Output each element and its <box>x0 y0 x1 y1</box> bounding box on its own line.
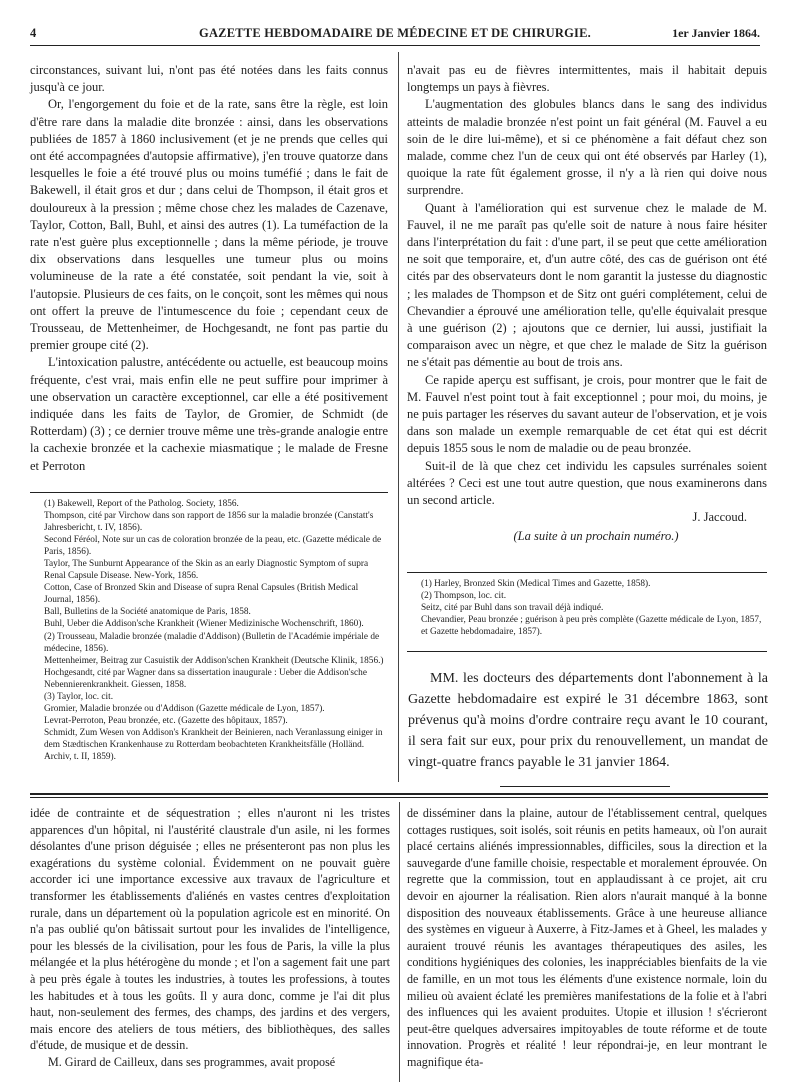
paragraph: Quant à l'amélioration qui est survenue chez le malade de M. Fauvel, il ne me paraît pas qu'elle soit de nature à nous faire hésiter dans l'interprétation du fait : d'une part, il se peut que cette amélioration ne soit que temporaire, et, d'un autre côté, des cas de guérison ont été cités par des observateurs dont le nom garantit la justesse du diagnostic ; les malades de Thompson et de Sitz ont guéri complétement, celui de Chevandier a éprouvé une amélioration telle, qu'elle équivalait presque à une guérison (2) ; ajoutons que ce dernier, lui aussi, justifiait la comparaison avec un nègre, et que chez le malade de Sitz la guérison ne s'était pas démentie au bout de trois ans. <box>407 200 767 370</box>
footnote: (1) Harley, Bronzed Skin (Medical Times and Gazette, 1858). <box>421 579 651 589</box>
notice-bottom-rule <box>500 786 670 787</box>
footnote: Levrat-Perroton, Peau bronzée, etc. (Gazette des hôpitaux, 1857). <box>44 715 288 726</box>
footnote: Thompson, cité par Virchow dans son rapport de 1856 sur la maladie bronzée (Canstatt's Jahresbericht, t. IV, 1856). <box>44 511 374 534</box>
right-column <box>407 62 767 546</box>
header-rule <box>30 45 760 46</box>
author-signature: J. Jaccoud. <box>692 510 747 525</box>
paragraph: Or, l'engorgement du foie et de la rate, sans être la règle, est loin d'être rare dans la maladie dite bronzée : ainsi, dans les observations publiées de 1857 à 1860 inclusivement (et je ne prends que celles qui ont été accompagnées d'autopsie affirmative), j'en trouve quatorze dans lesquelles le foie a été trouvé plus ou moins tuméfié ; dans le fait de Bakewell, il était gros et dur ; dans celui de Thompson, il était gros et douloureux à la pression ; même chose chez les malades de Cazenave, Taylor, Cotton, Ball, Buhl, et ainsi des autres (1). La tuméfaction de la rate n'est guère plus exceptionnelle ; dans la même période, je trouve dix observations dans lesquelles une tumeur plus ou moins volumineuse de la rate a été constatée, soit pendant la vie, soit à l'autopsie. Plusieurs de ces faits, on le conçoit, sont les mêmes qui nous ont offert la preuve de l'intumescence du foie ; cependant ceux de Trousseau, de Mettenheimer, de Hochgesandt, ne font pas partie du premier groupe cité (2). <box>30 97 388 353</box>
paragraph: n'avait pas eu de fièvres intermittentes, mais il habitait depuis longtemps un pays à fièvres. <box>407 63 767 95</box>
left-column <box>30 62 388 475</box>
footnote: Ball, Bulletins de la Société anatomique de Paris, 1858. <box>44 607 251 618</box>
paragraph: M. Girard de Cailleux, dans ses programmes, avait proposé <box>48 1054 336 1069</box>
section-double-rule <box>30 793 768 795</box>
footnote: Mettenheimer, Beitrag zur Casuistik der Addison'schen Krankheit (Deutsche Klinik, 1856.) <box>44 655 384 666</box>
footnote: Taylor, The Sunburnt Appearance of the Skin as an early Diagnostic Symptom of supra Renal Capsule Disease. New-York, 1856. <box>44 559 369 582</box>
paragraph: L'augmentation des globules blancs dans le sang des individus atteints de maladie bronzée n'est point un fait général (M. Fauvel a eu soin de le dire lui-même), et si ce phénomène a fait défaut chez son malade, comme chez l'un de ceux qui ont été observés par Harley (1), quoique la rate fût également grosse, il n'y a là rien qui doive nous surprendre. <box>407 97 767 198</box>
continued-note: (La suite à un prochain numéro.) <box>513 529 679 544</box>
issue-date: 1er Janvier 1864. <box>672 26 760 40</box>
page-number: 4 <box>30 26 37 40</box>
paragraph: Suit-il de là que chez cet individu les capsules surrénales soient altérées ? Ceci est une tout autre question, que nous examinerons dans un second article. <box>407 458 767 508</box>
footnote-rule <box>407 572 767 573</box>
paragraph: idée de contrainte et de séquestration ; elles n'auront ni les tristes apparences d'un hôpital, ni l'austérité claustrale d'un asile, ni les formes désolantes d'une prison déguisée ; elles ne présenteront pas non plus les exagérations du système colonial. Évidemment on ne pouvait guère accorder ici une importance excessive aux travaux de l'agriculture et transformer les établissements d'aliénés en vastes centres d'exploitation rurale, dans un département où la population agricole est en minorité. On n'a pas oublié qu'on bâtissait surtout pour les invalides de l'intelligence, pour les blessés de la civilisation, pour les fous de Paris, la ville la plus mélangée et la plus hétérogène du monde ; et l'on a sagement fait une part à peu près égale à toutes les industries, à toutes les professions, à toutes les habitudes et à tous les goûts. Il y aura donc, comme je l'ai dit plus haut, non-seulement des fermes, des champs, des jardins et des vergers, mais encore des ateliers de tous métiers, des bibliothèques, des salles d'étude, de musique et de dessin. <box>30 806 390 1053</box>
footnote: Seitz, cité par Buhl dans son travail déjà indiqué. <box>421 603 604 614</box>
footnote: Gromier, Maladie bronzée ou d'Addison (Gazette médicale de Lyon, 1857). <box>44 703 325 714</box>
subscription-notice <box>408 668 768 773</box>
paragraph: circonstances, suivant lui, n'ont pas été notées dans les faits connus jusqu'à ce jour. <box>30 63 388 95</box>
footnote: (2) Thompson, loc. cit. <box>421 591 507 602</box>
paragraph: L'intoxication palustre, antécédente ou actuelle, est beaucoup moins fréquente, c'est vrai, mais enfin elle ne peut suffire pour imprimer à une observation un caractère exceptionnel, car elle a été positivement indiquée dans les faits de Taylor, de Gromier, de Schmidt (de Rotterdam) (3) ; ce dernier trouve même une très-grande analogie entre la cachexie bronzée et la cachexie miasmatique ; le malade de Fresne et Perroton <box>30 355 388 473</box>
right-footnotes <box>407 578 767 638</box>
footnote: (3) Taylor, loc. cit. <box>44 691 114 702</box>
footnote: (2) Trousseau, Maladie bronzée (maladie d'Addison) (Bulletin de l'Académie impériale de médecine, 1856). <box>44 631 380 654</box>
column-divider <box>399 802 400 1082</box>
bottom-right-column <box>407 805 767 1071</box>
footnote: Chevandier, Peau bronzée ; guérison à peu près complète (Gazette médicale de Lyon, 1857, et Gazette hebdomadaire, 1857). <box>421 615 762 638</box>
paragraph: Ce rapide aperçu est suffisant, je crois, pour montrer que le fait de M. Fauvel n'est point tout à fait exceptionnel ; pour moi, du moins, je ne puis partager les réserves du savant auteur de l'observation, et je vois dans son malade un exemple remarquable de cet état qui est décrit depuis 1855 sous le nom de maladie ou de peau bronzée. <box>407 372 767 456</box>
footnote: Cotton, Case of Bronzed Skin and Disease of supra Renal Capsules (British Medical Journal, 1856). <box>44 583 359 606</box>
bottom-left-column <box>30 805 390 1071</box>
left-footnotes <box>30 498 388 763</box>
section-rule <box>30 797 768 798</box>
page-header <box>30 26 760 42</box>
column-divider <box>398 52 399 782</box>
footnote: (1) Bakewell, Report of the Patholog. Society, 1856. <box>44 499 239 509</box>
footnote: Schmidt, Zum Wesen von Addison's Krankheit der Beinieren, nach Veranlassung einiger in dem Stædtischen Krankenhause zu Rotterdam beobachteten Krankheitsfälle (Holländ. Archiv, t. II, 1859). <box>44 727 383 762</box>
footnote: Buhl, Ueber die Addison'sche Krankheit (Wiener Medizinische Wochenschrift, 1860). <box>44 619 364 630</box>
journal-title: GAZETTE HEBDOMADAIRE DE MÉDECINE ET DE CHIRURGIE. <box>199 26 591 40</box>
notice-text: MM. les docteurs des départements dont l'abonnement à la Gazette hebdomadaire est expiré le 31 décembre 1863, sont prévenus qu'à moins d'ordre contraire reçu avant le 10 courant, il sera fait sur eux, pour prix du renouvellement, un mandat de vingt-quatre francs payable le 31 janvier 1864. <box>408 671 768 770</box>
paragraph: de disséminer dans la plaine, autour de l'établissement central, quelques cottages rustiques, soit isolés, soit réunis en petits hameaux, où l'on aurait placé certains aliénés impressionnables, difficiles, sous la direction et la sauvegarde d'une famille choisie, respectable et moralement éprouvée. On regrette que la commission, tout en applaudissant à ce projet, ait cru devoir en ajourner la réalisation. Rien alors n'aurait manqué à la bonne disposition des nouveaux établissements. Grâce à une heureuse alliance des systèmes en vigueur à Auxerre, à Fitz-James et à Gheel, les malades y auraient trouvé réunis les avantages thérapeutiques des asiles, les conditions hygiéniques des colonies, les inappréciables bienfaits de la vie de famille, en un mot tous les éléments d'une existence normale, loin du milieu où avaient éclaté les premières manifestations de la folie et à l'abri des influences qui les avaient produites. Utopie et illusion ! s'écrieront peut-être quelques adversaires impitoyables de toute réforme et de toute innovation. Progrès et réalité ! leur répondrai-je, en leur montrant le magnifique éta- <box>407 806 767 1069</box>
footnote-rule <box>30 492 388 493</box>
notice-top-rule <box>407 651 767 652</box>
footnote: Hochgesandt, cité par Wagner dans sa dissertation inaugurale : Ueber die Addison'sche Nebennierenkrankheit. Giessen, 1858. <box>44 667 367 690</box>
footnote: Second Féréol, Note sur un cas de coloration bronzée de la peau, etc. (Gazette médicale de Paris, 1856). <box>44 535 382 558</box>
